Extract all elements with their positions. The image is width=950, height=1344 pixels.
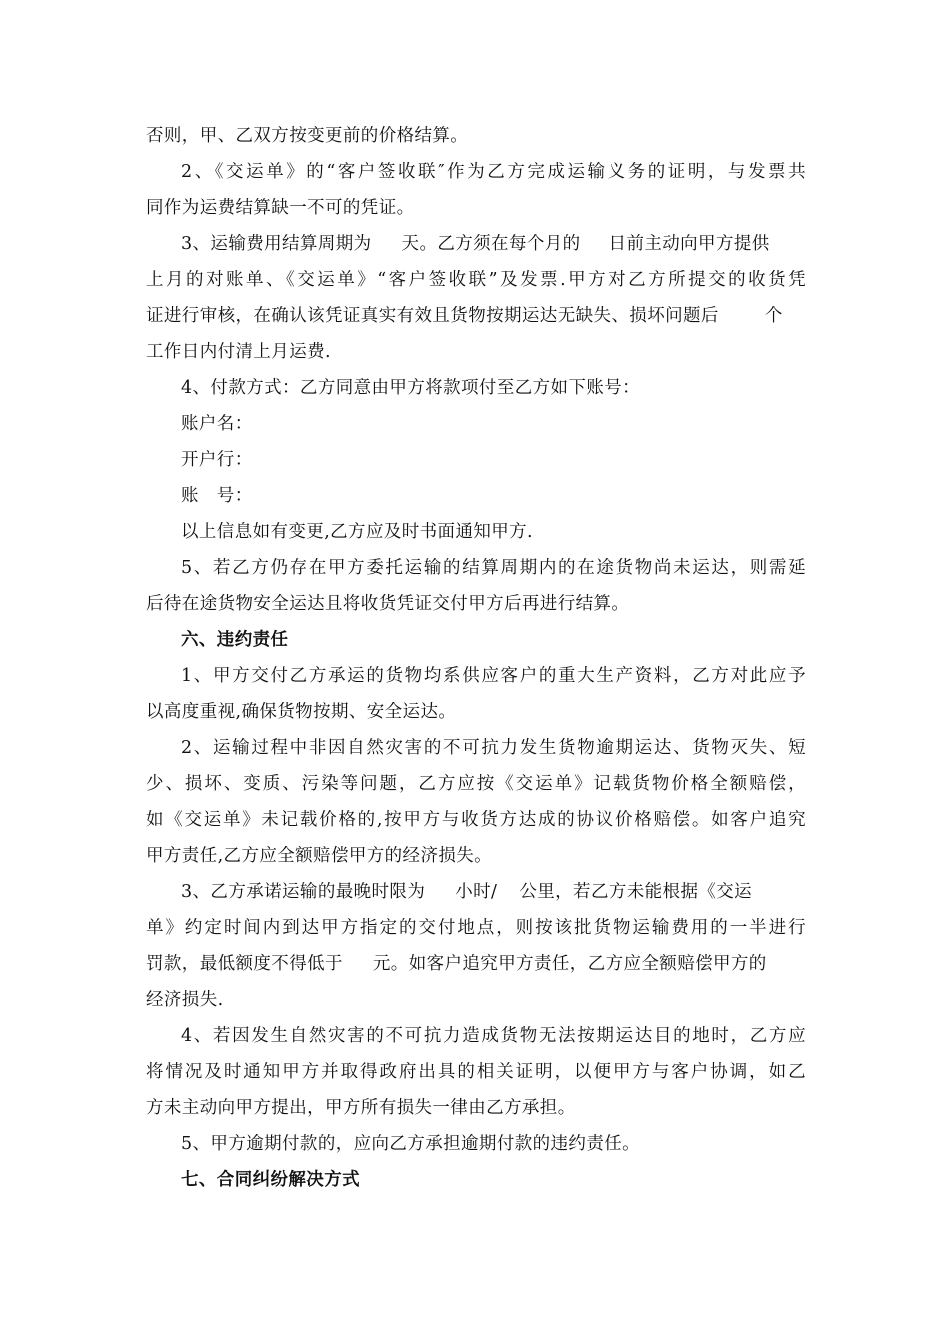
text-segment: 3、乙方承诺运输的最晚时限为 (181, 882, 426, 902)
paragraph-line: 上月的对账单、《交运单》“客户签收联”及发票.甲方对乙方所提交的收货凭 (146, 270, 806, 290)
text-segment: 证进行审核，在确认该凭证真实有效且货物按期运达无缺失、损坏问题后 (146, 306, 719, 326)
paragraph-line: 经济损失. (146, 990, 224, 1010)
account-number-label: 账 号： (181, 486, 253, 506)
text-segment: 3、运输费用结算周期为 (181, 234, 372, 254)
paragraph-line: 2、运输过程中非因自然灾害的不可抗力发生货物逾期运达、货物灭失、短 (181, 738, 806, 758)
paragraph-line: 4、付款方式：乙方同意由甲方将款项付至乙方如下账号： (181, 378, 641, 398)
paragraph-line: 4、若因发生自然灾害的不可抗力造成货物无法按期运达目的地时，乙方应 (181, 1026, 806, 1046)
paragraph-line: 2、《交运单》的“客户签收联″作为乙方完成运输义务的证明，与发票共 (181, 162, 806, 182)
paragraph-line (146, 304, 806, 328)
account-name-label: 账户名： (181, 414, 253, 434)
paragraph-line (181, 880, 806, 904)
text-segment: 公里，若乙方未能根据《交运 (519, 882, 753, 902)
bank-label: 开户行： (181, 450, 253, 470)
paragraph-line (146, 952, 806, 976)
section-heading: 六、违约责任 (181, 630, 289, 650)
section-heading: 七、合同纠纷解决方式 (181, 1170, 360, 1190)
text-segment: 天。乙方须在每个月的 (401, 234, 581, 254)
paragraph-line: 否则，甲、乙双方按变更前的价格结算。 (146, 126, 469, 146)
paragraph-line: 单》约定时间内到达甲方指定的交付地点，则按该批货物运输费用的一半进行 (146, 918, 806, 938)
paragraph-line: 同作为运费结算缺一不可的凭证。 (146, 198, 415, 218)
paragraph-line: 将情况及时通知甲方并取得政府出具的相关证明，以便甲方与客户协调，如乙 (146, 1062, 806, 1082)
paragraph-line: 后待在途货物安全运达且将收货凭证交付甲方后再进行结算。 (146, 594, 630, 614)
paragraph-line (181, 232, 806, 256)
paragraph-line: 1、甲方交付乙方承运的货物均系供应客户的重大生产资料，乙方对此应予 (181, 666, 806, 686)
paragraph-line: 以上信息如有变更,乙方应及时书面通知甲方. (181, 522, 534, 542)
text-segment: 元。如客户追究甲方责任，乙方应全额赔偿甲方的 (372, 954, 767, 974)
paragraph-line: 以高度重视,确保货物按期、安全运达。 (146, 702, 457, 722)
text-segment: 日前主动向甲方提供 (608, 234, 770, 254)
paragraph-line: 5、甲方逾期付款的，应向乙方承担逾期付款的违约责任。 (181, 1134, 641, 1154)
paragraph-line: 甲方责任,乙方应全额赔偿甲方的经济损失。 (146, 846, 493, 866)
text-segment: 罚款，最低额度不得低于 (146, 954, 343, 974)
paragraph-line: 方未主动向甲方提出，甲方所有损失一律由乙方承担。 (146, 1098, 576, 1118)
text-segment: 个 (764, 306, 783, 326)
text-segment: 小时/ (455, 882, 498, 902)
paragraph-line: 工作日内付清上月运费. (146, 342, 331, 362)
paragraph-line: 少、损坏、变质、污染等问题，乙方应按《交运单》记载货物价格全额赔偿， (146, 774, 806, 794)
paragraph-line: 5、若乙方仍存在甲方委托运输的结算周期内的在途货物尚未运达，则需延 (181, 558, 806, 578)
paragraph-line: 如《交运单》未记载价格的,按甲方与收货方达成的协议价格赔偿。如客户追究 (146, 810, 806, 830)
